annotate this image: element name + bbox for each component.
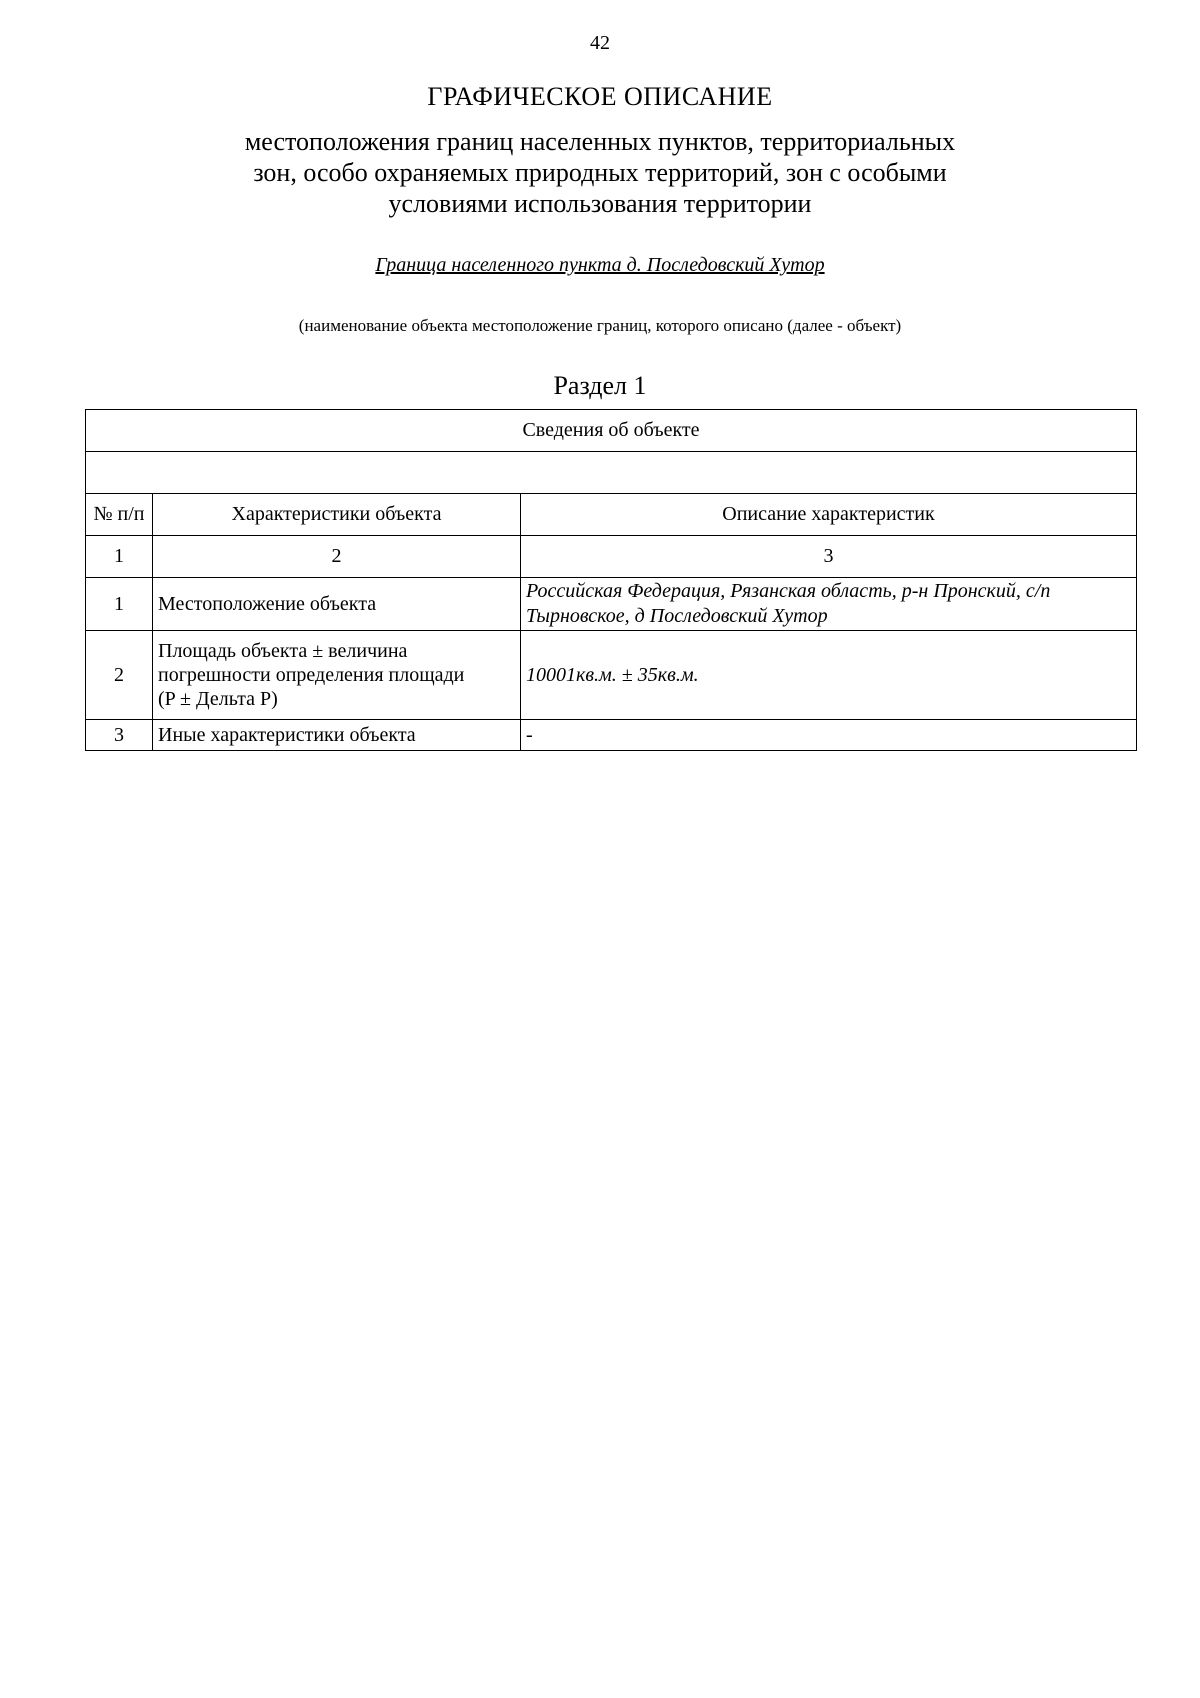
characteristic-line: (P ± Дельта P) [158, 688, 278, 710]
section-title: Раздел 1 [553, 371, 647, 400]
row-description: 10001кв.м. ± 35кв.м. [521, 631, 1137, 720]
row-characteristic: Местоположение объекта [153, 578, 521, 631]
table-row [86, 720, 1137, 751]
subtitle-line: условиями использования территории [388, 189, 812, 218]
table-empty-cell [86, 452, 1137, 494]
table-row [86, 578, 1137, 631]
row-number: 3 [86, 720, 153, 751]
row-description: - [521, 720, 1137, 751]
table-empty-row [86, 452, 1137, 494]
subtitle-line: зон, особо охраняемых природных территорий, зон с особыми [253, 158, 947, 187]
header-num: № п/п [86, 494, 153, 536]
document-title: ГРАФИЧЕСКОЕ ОПИСАНИЕ [427, 82, 773, 111]
subtitle-line: местоположения границ населенных пунктов, территориальных [244, 127, 956, 156]
document-subtitle [150, 126, 1050, 219]
table-row [86, 631, 1137, 720]
column-number: 2 [153, 536, 521, 578]
object-caption: (наименование объекта местоположение границ, которого описано (далее - объект) [298, 316, 902, 335]
table-column-numbers-row [86, 536, 1137, 578]
characteristic-line: Площадь объекта ± величина [158, 640, 408, 662]
column-number: 3 [521, 536, 1137, 578]
row-characteristic [153, 631, 521, 720]
row-description [521, 578, 1137, 631]
description-line: Тырновское, д Последовский Хутор [526, 605, 828, 627]
object-info-table [85, 409, 1137, 751]
header-characteristic: Характеристики объекта [153, 494, 521, 536]
characteristic-line: погрешности определения площади [158, 664, 465, 686]
table-caption-row [86, 410, 1137, 452]
header-description: Описание характеристик [521, 494, 1137, 536]
table-header-row [86, 494, 1137, 536]
row-characteristic: Иные характеристики объекта [153, 720, 521, 751]
row-number: 1 [86, 578, 153, 631]
description-line: Российская Федерация, Рязанская область, р-н Пронский, с/п [526, 580, 1051, 602]
table-caption: Сведения об объекте [86, 410, 1137, 452]
row-number: 2 [86, 631, 153, 720]
page-number: 42 [590, 32, 610, 54]
column-number: 1 [86, 536, 153, 578]
object-name: Граница населенного пункта д. Последовский Хутор [375, 254, 825, 276]
